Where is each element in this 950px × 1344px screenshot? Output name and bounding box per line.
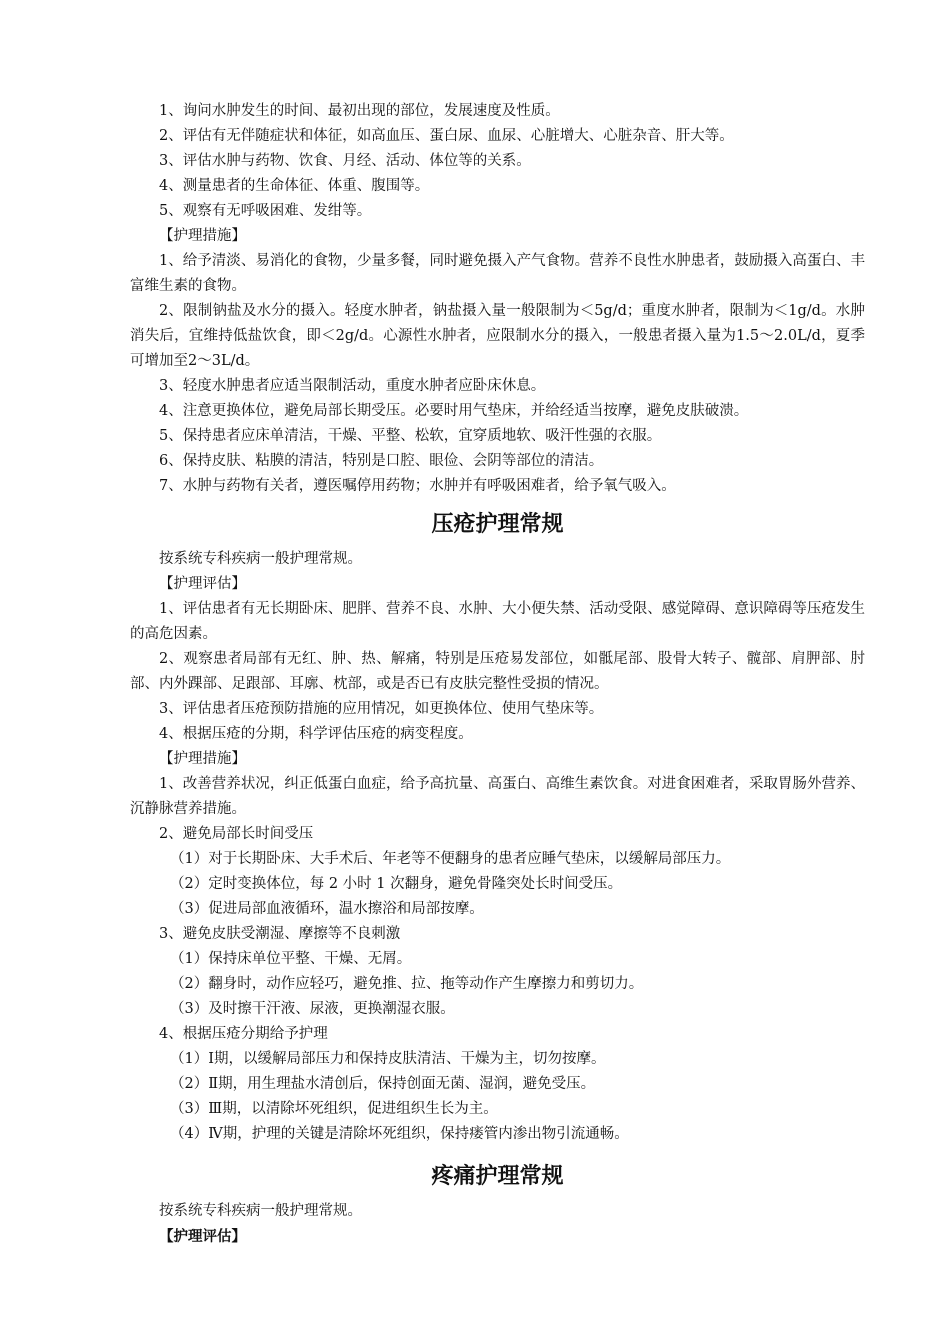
pressure-ulcer-measure-2-item-3: （3）促进局部血液循环，温水擦浴和局部按摩。 bbox=[170, 901, 484, 917]
edema-assessment-1: 1、询问水肿发生的时间、最初出现的部位，发展速度及性质。 bbox=[159, 103, 560, 119]
pressure-ulcer-measure-3-item-3: （3）及时擦干汗液、尿液，更换潮湿衣服。 bbox=[170, 1001, 455, 1017]
edema-assessment-2: 2、评估有无伴随症状和体征，如高血压、蛋白尿、血尿、心脏增大、心脏杂音、肝大等。 bbox=[159, 128, 734, 144]
edema-measure-2: 2、限制钠盐及水分的摄入。轻度水肿者，钠盐摄入量一般限制为＜5g/d；重度水肿者，限制为＜1g/d。水肿消失后，宜维持低盐饮食，即＜2g/d。心源性水肿者，应限制水分的摄入，一般患者摄入量为1.5～2.0L/d，夏季可增加至2～3L/d。 bbox=[130, 303, 865, 369]
pressure-ulcer-assessment-1: 1、评估患者有无长期卧床、肥胖、营养不良、水肿、大小便失禁、活动受限、感觉障碍、意识障碍等压疮发生的高危因素。 bbox=[130, 601, 865, 642]
pressure-ulcer-measure-3: 3、避免皮肤受潮湿、摩擦等不良刺激 bbox=[159, 926, 401, 942]
pressure-ulcer-measure-4-item-2: （2）Ⅱ期，用生理盐水清创后，保持创面无菌、湿润，避免受压。 bbox=[170, 1076, 596, 1092]
pressure-ulcer-measure-2-item-2: （2）定时变换体位，每 2 小时 1 次翻身，避免骨隆突处长时间受压。 bbox=[170, 876, 623, 892]
pressure-ulcer-measure-3-item-2: （2）翻身时，动作应轻巧，避免推、拉、拖等动作产生摩擦力和剪切力。 bbox=[170, 976, 644, 992]
edema-measure-6: 6、保持皮肤、粘膜的清洁，特别是口腔、眼俭、会阴等部位的清洁。 bbox=[159, 453, 604, 469]
section-title-pain: 疼痛护理常规 bbox=[431, 1163, 564, 1189]
section-title-pressure-ulcer: 压疮护理常规 bbox=[431, 511, 564, 537]
pressure-ulcer-measure-2-item-1: （1）对于长期卧床、大手术后、年老等不便翻身的患者应睡气垫床，以缓解局部压力。 bbox=[170, 851, 731, 867]
pressure-ulcer-assessment-label: 【护理评估】 bbox=[159, 576, 246, 592]
pressure-ulcer-measure-3-item-1: （1）保持床单位平整、干燥、无屑。 bbox=[170, 951, 412, 967]
pressure-ulcer-measure-4-item-4: （4）Ⅳ期，护理的关键是清除坏死组织，保持瘘管内渗出物引流通畅。 bbox=[170, 1126, 629, 1142]
pressure-ulcer-measure-1: 1、改善营养状况，纠正低蛋白血症，给予高抗量、高蛋白、高维生素饮食。对进食困难者，采取胃肠外营养、沉静脉营养措施。 bbox=[130, 776, 865, 817]
pressure-ulcer-assessment-2: 2、观察患者局部有无红、肿、热、解痛，特别是压疮易发部位，如骶尾部、股骨大转子、髋部、肩胛部、肘部、内外踝部、足跟部、耳廓、枕部，或是否已有皮肤完整性受损的情况。 bbox=[130, 651, 865, 692]
pain-assessment-label: 【护理评估】 bbox=[159, 1228, 246, 1245]
pressure-ulcer-measures-label: 【护理措施】 bbox=[159, 751, 246, 767]
edema-measure-5: 5、保持患者应床单清洁，干燥、平整、松软，宜穿质地软、吸汗性强的衣服。 bbox=[159, 428, 662, 444]
edema-assessment-4: 4、测量患者的生命体征、体重、腹围等。 bbox=[159, 178, 430, 194]
pressure-ulcer-assessment-3: 3、评估患者压疮预防措施的应用情况，如更换体位、使用气垫床等。 bbox=[159, 701, 604, 717]
edema-measure-1: 1、给予清淡、易消化的食物，少量多餐，同时避免摄入产气食物。营养不良性水肿患者，鼓励摄入高蛋白、丰富维生素的食物。 bbox=[130, 253, 865, 294]
pressure-ulcer-measure-4-item-3: （3）Ⅲ期，以清除坏死组织，促进组织生长为主。 bbox=[170, 1101, 498, 1117]
edema-measure-3: 3、轻度水肿患者应适当限制活动，重度水肿者应卧床休息。 bbox=[159, 378, 546, 394]
pressure-ulcer-measure-4-item-1: （1）Ⅰ期，以缓解局部压力和保持皮肤清洁、干燥为主，切勿按摩。 bbox=[170, 1051, 606, 1067]
edema-measure-7: 7、水肿与药物有关者，遵医嘱停用药物；水肿并有呼吸困难者，给予氧气吸入。 bbox=[159, 478, 676, 494]
pressure-ulcer-measure-4: 4、根据压疮分期给予护理 bbox=[159, 1026, 328, 1042]
edema-measures-label: 【护理措施】 bbox=[159, 228, 246, 244]
edema-assessment-5: 5、观察有无呼吸困难、发绀等。 bbox=[159, 203, 372, 219]
pressure-ulcer-assessment-4: 4、根据压疮的分期，科学评估压疮的病变程度。 bbox=[159, 726, 473, 742]
pressure-ulcer-measure-2: 2、避免局部长时间受压 bbox=[159, 826, 314, 842]
pain-intro: 按系统专科疾病一般护理常规。 bbox=[159, 1203, 362, 1219]
pressure-ulcer-intro: 按系统专科疾病一般护理常规。 bbox=[159, 551, 362, 567]
document-content bbox=[130, 99, 865, 1249]
edema-measure-4: 4、注意更换体位，避免局部长期受压。必要时用气垫床，并给经适当按摩，避免皮肤破溃。 bbox=[159, 403, 749, 419]
edema-assessment-3: 3、评估水肿与药物、饮食、月经、活动、体位等的关系。 bbox=[159, 153, 531, 169]
